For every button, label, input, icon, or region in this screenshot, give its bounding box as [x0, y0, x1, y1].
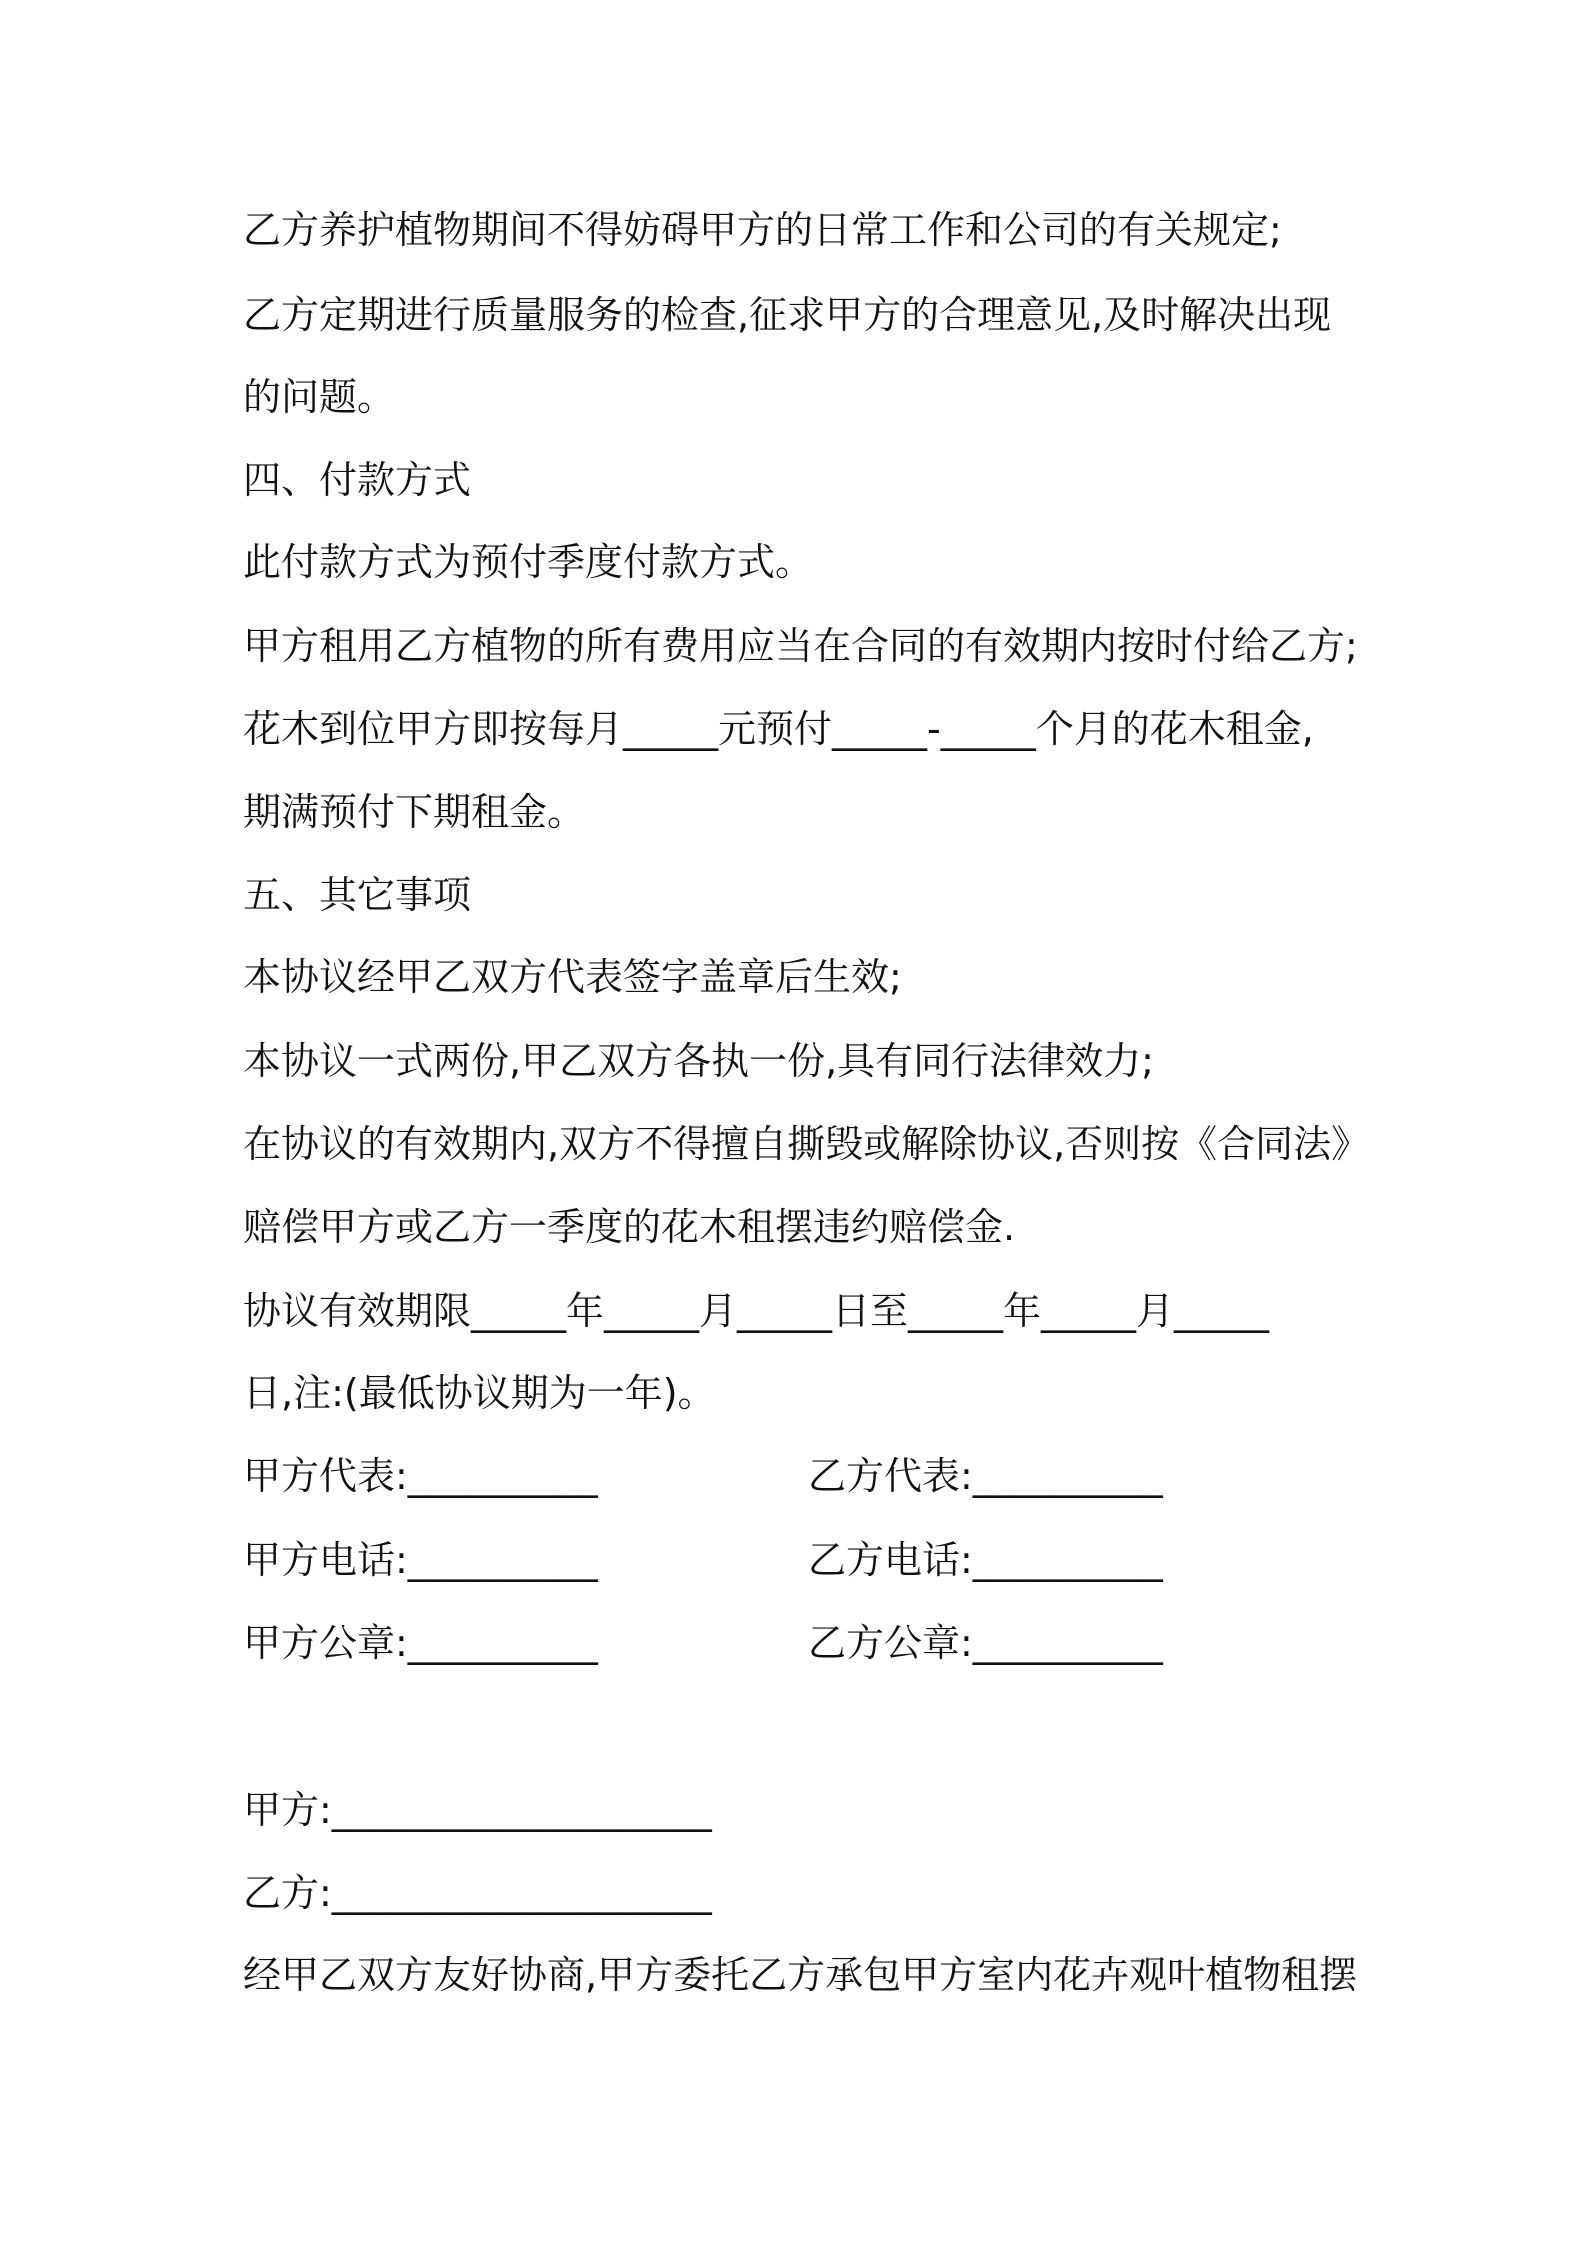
party-b-seal-field: 乙方公章:__________ — [808, 1621, 1163, 1665]
party-a-field: 甲方:____________________ — [243, 1788, 712, 1832]
party-b-rep-field: 乙方代表:__________ — [808, 1454, 1163, 1498]
text-line-2: 乙方定期进行质量服务的检查,征求甲方的合理意见,及时解决出现 — [243, 293, 1332, 337]
section-heading-payment: 四、付款方式 — [243, 458, 472, 502]
text-line-13: 赔偿甲方或乙方一季度的花木租摆违约赔偿金. — [243, 1205, 1016, 1249]
party-b-phone-field: 乙方电话:__________ — [808, 1538, 1163, 1582]
section-heading-other: 五、其它事项 — [243, 873, 472, 917]
text-line-15: 日,注:(最低协议期为一年)。 — [243, 1371, 716, 1415]
text-line-7: 花木到位甲方即按每月_____元预付_____-_____个月的花木租金, — [243, 707, 1314, 751]
text-line-5: 此付款方式为预付季度付款方式。 — [243, 540, 814, 584]
closing-line: 经甲乙双方友好协商,甲方委托乙方承包甲方室内花卉观叶植物租摆 — [243, 1953, 1358, 1997]
text-line-6: 甲方租用乙方植物的所有费用应当在合同的有效期内按时付给乙方; — [243, 624, 1358, 668]
party-a-rep-field: 甲方代表:__________ — [243, 1454, 598, 1498]
text-line-10: 本协议经甲乙双方代表签字盖章后生效; — [243, 955, 902, 999]
text-line-3: 的问题。 — [243, 375, 396, 419]
text-line-14: 协议有效期限_____年_____月_____日至_____年_____月_____ — [243, 1289, 1270, 1333]
text-line-11: 本协议一式两份,甲乙双方各执一份,具有同行法律效力; — [243, 1039, 1154, 1083]
text-line-12: 在协议的有效期内,双方不得擅自撕毁或解除协议,否则按《合同法》 — [243, 1122, 1370, 1166]
party-a-seal-field: 甲方公章:__________ — [243, 1621, 598, 1665]
text-line-8: 期满预付下期租金。 — [243, 790, 586, 834]
text-line-1: 乙方养护植物期间不得妨碍甲方的日常工作和公司的有关规定; — [243, 208, 1282, 252]
party-b-field: 乙方:____________________ — [243, 1871, 712, 1915]
party-a-phone-field: 甲方电话:__________ — [243, 1538, 598, 1582]
